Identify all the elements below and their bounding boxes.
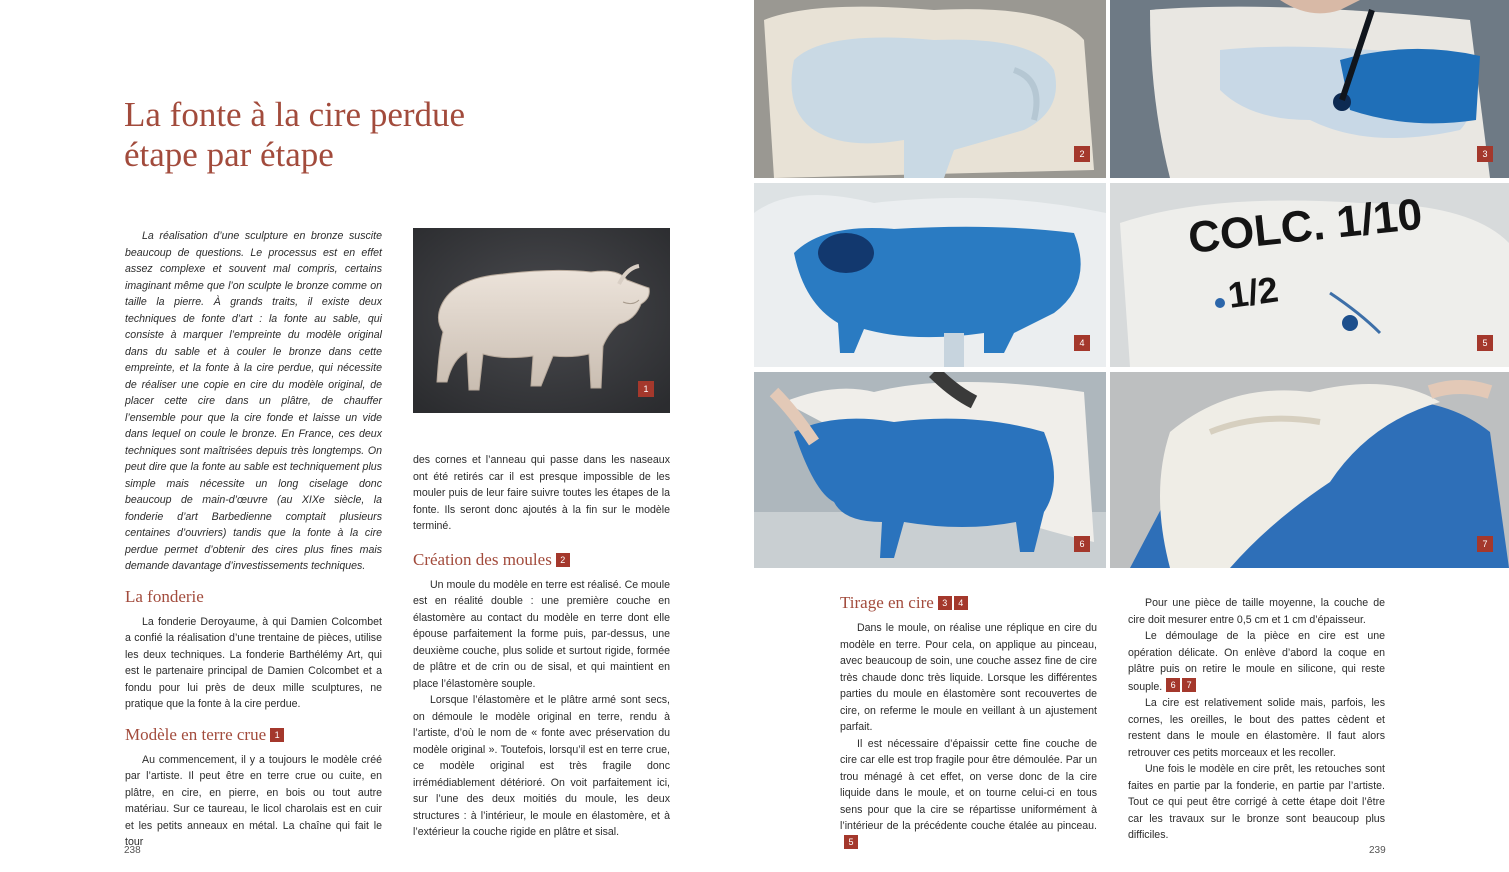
photo-number: 7: [1477, 536, 1493, 552]
photo-blue-wax-layer: [754, 183, 1106, 367]
heading-modele: [125, 724, 382, 746]
page-number-left: 238: [124, 845, 141, 856]
right-page: [752, 0, 1509, 872]
column-right-1: [840, 592, 1097, 852]
photo-ref-badge: 4: [954, 596, 968, 610]
heading-moules: [413, 549, 670, 571]
inscription-illustration: [1110, 183, 1509, 367]
heading-tirage: [840, 592, 1097, 614]
paragraph-tirage-1: Dans le moule, on réalise une réplique en cire du modèle en terre. Pour cela, on applique au pinceau, avec beaucoup de soin, une couche assez fine de cire très chaude donc très liquide. Lorsque les différentes parties du moule en élastomère sont recouvertes de cire, on referme le moule en veillant à un ajustement parfait.: [840, 622, 1097, 733]
mould-illustration: [754, 0, 1106, 178]
paragraph-right-2: [1128, 628, 1385, 695]
left-page: [0, 0, 752, 872]
photo-ref-badge: 7: [1182, 678, 1196, 692]
heading-tirage-text: Tirage en cire: [840, 593, 934, 612]
paragraph-right-1: Pour une pièce de taille moyenne, la couche de cire doit mesurer entre 0,5 cm et 1 cm d’épaisseur.: [1128, 597, 1385, 626]
photo-mould-half: [754, 0, 1106, 178]
paragraph-tirage-2-text: Il est nécessaire d’épaissir cette fine couche de cire car elle est trop fragile pour être démoulée. Par un trou ménagé à cet effet, on verse donc de la cire liquide dans le moule, et on tourne celui-ci en tous sens pour que la cire se répartisse uniformément à l’intérieur de la précédente couche étalée au pinceau.: [840, 737, 1097, 832]
svg-text:1/2: 1/2: [1225, 268, 1281, 316]
photo-number: 5: [1477, 335, 1493, 351]
photo-ref-badge: 6: [1166, 678, 1180, 692]
paragraph-tirage-2: [840, 736, 1097, 853]
photo-silicone-peeling: [1110, 372, 1509, 568]
heading-moules-text: Création des moules: [413, 549, 552, 569]
paragraph-moules-2: Lorsque l’élastomère et le plâtre armé sont secs, on démoule le modèle original en terre, rendu à l’artiste, d’où le nom de « fonte avec préservation du modèle original ». Toutefois, lorsqu’il est en terre crue, ce modèle original est très fragile donc irrémédiablement détérioré. On voit parfaitement ici, sur l’une des deux moitiés du moule, les deux structures : à l’intérieur, le moule en élastomère, et à l’extérieur la couche rigide en plâtre et sisal.: [413, 694, 670, 838]
page-number-right: 239: [1369, 845, 1386, 856]
column-right-2: [1128, 595, 1385, 844]
paragraph-fonderie: La fonderie Deroyaume, à qui Damien Colcombet a confié la réalisation d’une trentaine de pièces, utilise les deux techniques. La fonderie Barthélémy Art, qui est le partenaire principal de Damien Colcombet et a fondu pour lui près de deux mille sculptures, ne pratique que la fonte à la cire perdue.: [125, 615, 382, 710]
paragraph-moules-1: Un moule du modèle en terre est réalisé. Ce moule est en réalité double : une première couche en élastomère au contact du modèle en terre dont elle épouse parfaitement la forme puis, par-dessus, une deuxième couche, plus solide et surtout rigide, formée de plâtre et de crin ou de sisal, et qui maintient en place l’élastomère souple.: [413, 578, 670, 690]
wax-bull-illustration: [754, 372, 1106, 568]
photo-mould-inscription: [1110, 183, 1509, 367]
paragraph-right-3: La cire est relativement solide mais, parfois, les cornes, les oreilles, le bout des pattes cèdent et restent dans le moule en élastomère. Il faut alors retrouver ces petits morceaux et les recoller.: [1128, 697, 1385, 759]
paragraph-right-4: Une fois le modèle en cire prêt, les retouches sont faites en partie par la fonderie, en partie par l’artiste. Tout ce qui peut être corrigé à cette étape doit l’être car les travaux sur le bronze sont beaucoup plus difficiles.: [1128, 763, 1385, 841]
photo-ref-badge: 5: [844, 835, 858, 849]
photo-number: 6: [1074, 536, 1090, 552]
column-left: [125, 228, 382, 851]
title-line-2: étape par étape: [124, 135, 334, 174]
paragraph-modele: Au commencement, il y a toujours le modèle créé par l’artiste. Il peut être en terre crue ou cuite, en plâtre, en cire, en pierre, en bois ou tout autre matériau. Sur ce taureau, le licol charolais est en cuir et les petits anneaux en métal. La chaîne qui fait le tour: [125, 753, 382, 848]
intro-paragraph: La réalisation d’une sculpture en bronze suscite beaucoup de questions. Le processus est en effet assez complexe et souvent mal compris, certains imaginant même que l’on sculpte le bronze comme on taille la pierre. À grands traits, il existe deux techniques de fonte d’art : la fonte au sable, qui consiste à marquer l’empreinte du modèle original dans du sable et à couler le bronze dans cette empreinte, et la fonte à la cire perdue, qui nécessite de réaliser une copie en cire du modèle original, de placer cette cire dans un plâtre, de chauffer l’ensemble pour que la cire fonde et laisse un vide dans lequel on coule le bronze. En France, ces deux techniques sont maîtrisées depuis très longtemps. On peut dire que la fonte au sable est techniquement plus simple mais nécessite un long ciselage donc beaucoup de main-d’œuvre (au XIXe siècle, la fonderie d’art Barbedienne comptait plusieurs centaines d’ouvriers) tandis que la fonte à la cire perdue permet d’obtenir des cires plus fines mais demande davantage d’investissements techniques.: [125, 230, 382, 572]
photo-number: 4: [1074, 335, 1090, 351]
photo-number: 1: [638, 381, 654, 397]
photo-wax-brushing: [1110, 0, 1509, 178]
silicone-peeling-illustration: [1110, 372, 1509, 568]
wax-brushing-illustration: [1110, 0, 1509, 178]
paragraph-continuation: des cornes et l’anneau qui passe dans les naseaux ont été retirés car il est presque impossible de les mouler puis de leur faire suivre toutes les étapes de la fonte. Ils seront donc ajoutés à la fin sur le modèle terminé.: [413, 454, 670, 532]
blue-wax-illustration: [754, 183, 1106, 367]
photo-ref-badge: 1: [270, 728, 284, 742]
page-title: [124, 95, 684, 175]
photo-ref-badge: 3: [938, 596, 952, 610]
heading-modele-text: Modèle en terre crue: [125, 724, 267, 744]
heading-fonderie: La fonderie: [125, 586, 204, 606]
photo-ref-badge: 2: [556, 553, 570, 567]
clay-bull-illustration: [413, 228, 670, 413]
column-middle: [413, 452, 670, 841]
photo-wax-bull-unmoulding: [754, 372, 1106, 568]
title-line-1: La fonte à la cire perdue: [124, 95, 466, 134]
photo-clay-bull: [413, 228, 670, 413]
paragraph-right-2-text: Le démoulage de la pièce en cire est une opération délicate. On enlève d’abord la coque en plâtre puis on retire le moule en silicone, qui reste souple.: [1128, 630, 1385, 693]
photo-number: 3: [1477, 146, 1493, 162]
photo-number: 2: [1074, 146, 1090, 162]
svg-text:COLC. 1/10: COLC. 1/10: [1185, 189, 1425, 263]
